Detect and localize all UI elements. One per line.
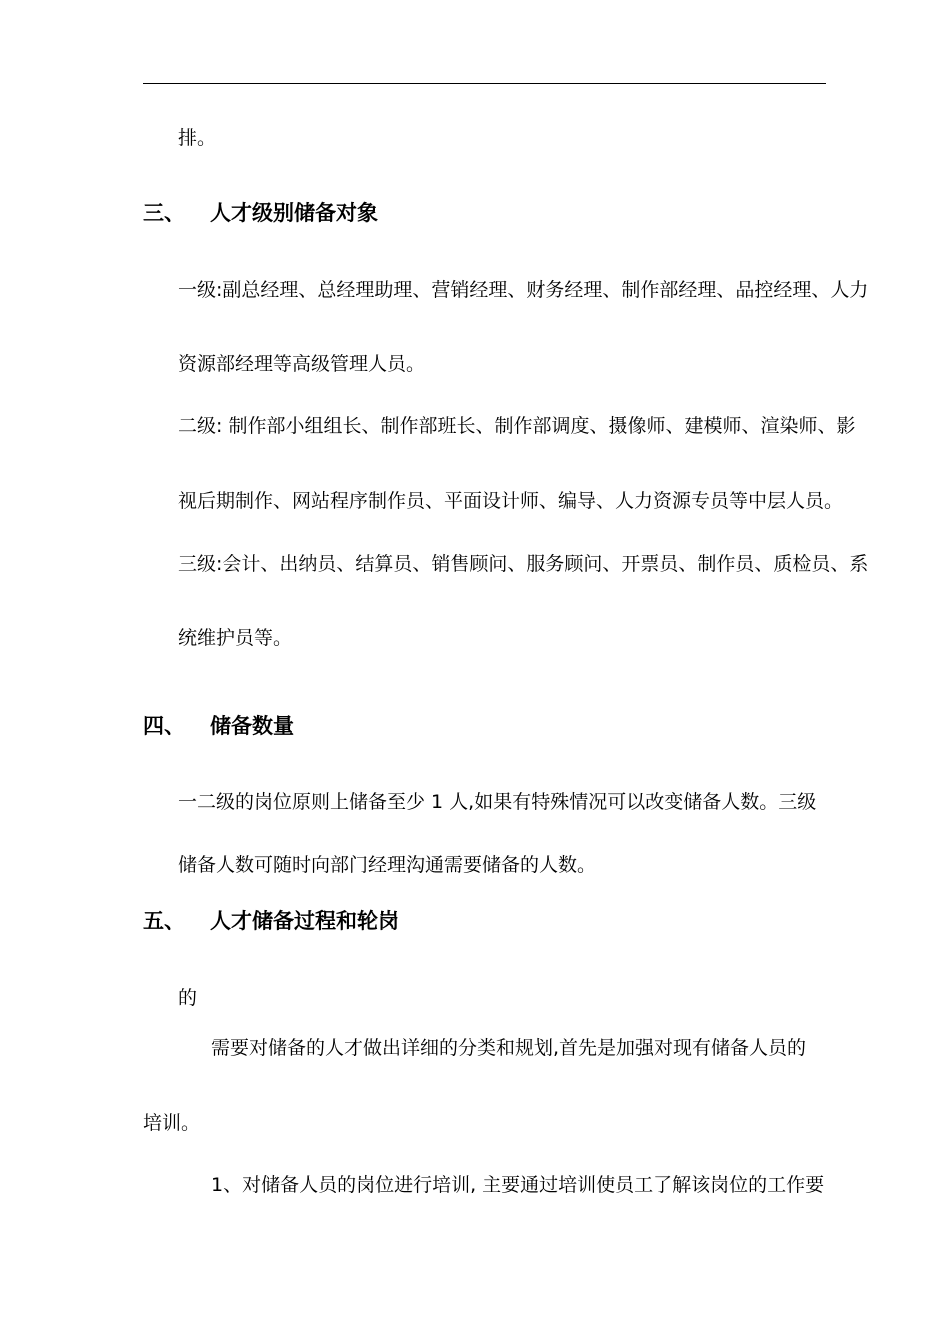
section-4-number: 四、 [143, 714, 185, 738]
continuation-text: 排。 [178, 127, 217, 149]
section-3-heading [143, 200, 378, 226]
level-3-line-2: 统维护员等。 [178, 627, 293, 649]
section-4-heading [143, 713, 294, 739]
section-5-number: 五、 [143, 909, 185, 933]
level-2-line-2: 视后期制作、网站程序制作员、平面设计师、编导、人力资源专员等中层人员。 [178, 490, 844, 512]
section-4-title: 储备数量 [210, 714, 294, 738]
section-5-title: 人才储备过程和轮岗 [210, 909, 399, 933]
section-5-fragment: 的 [178, 987, 198, 1009]
section-3-title: 人才级别储备对象 [210, 201, 378, 225]
section-5-item-1-line-1: 1、对储备人员的岗位进行培训, 主要通过培训使员工了解该岗位的工作要 [211, 1174, 825, 1196]
level-3-line-1: 三级:会计、出纳员、结算员、销售顾问、服务顾问、开票员、制作员、质检员、系 [178, 553, 869, 575]
section-3-number: 三、 [143, 201, 185, 225]
level-1-line-2: 资源部经理等高级管理人员。 [178, 353, 426, 375]
section-4-line-1: 一二级的岗位原则上储备至少 1 人,如果有特殊情况可以改变储备人数。三级 [178, 791, 817, 813]
level-2-line-1: 二级: 制作部小组组长、制作部班长、制作部调度、摄像师、建模师、渲染师、影 [178, 415, 856, 437]
section-4-line-2: 储备人数可随时向部门经理沟通需要储备的人数。 [178, 854, 597, 876]
section-5-heading [143, 908, 399, 934]
section-5-para-1-line-2: 培训。 [143, 1112, 201, 1134]
section-5-para-1-line-1: 需要对储备的人才做出详细的分类和规划,首先是加强对现有储备人员的 [211, 1037, 807, 1059]
header-rule [143, 83, 826, 84]
level-1-line-1: 一级:副总经理、总经理助理、营销经理、财务经理、制作部经理、品控经理、人力 [178, 279, 869, 301]
